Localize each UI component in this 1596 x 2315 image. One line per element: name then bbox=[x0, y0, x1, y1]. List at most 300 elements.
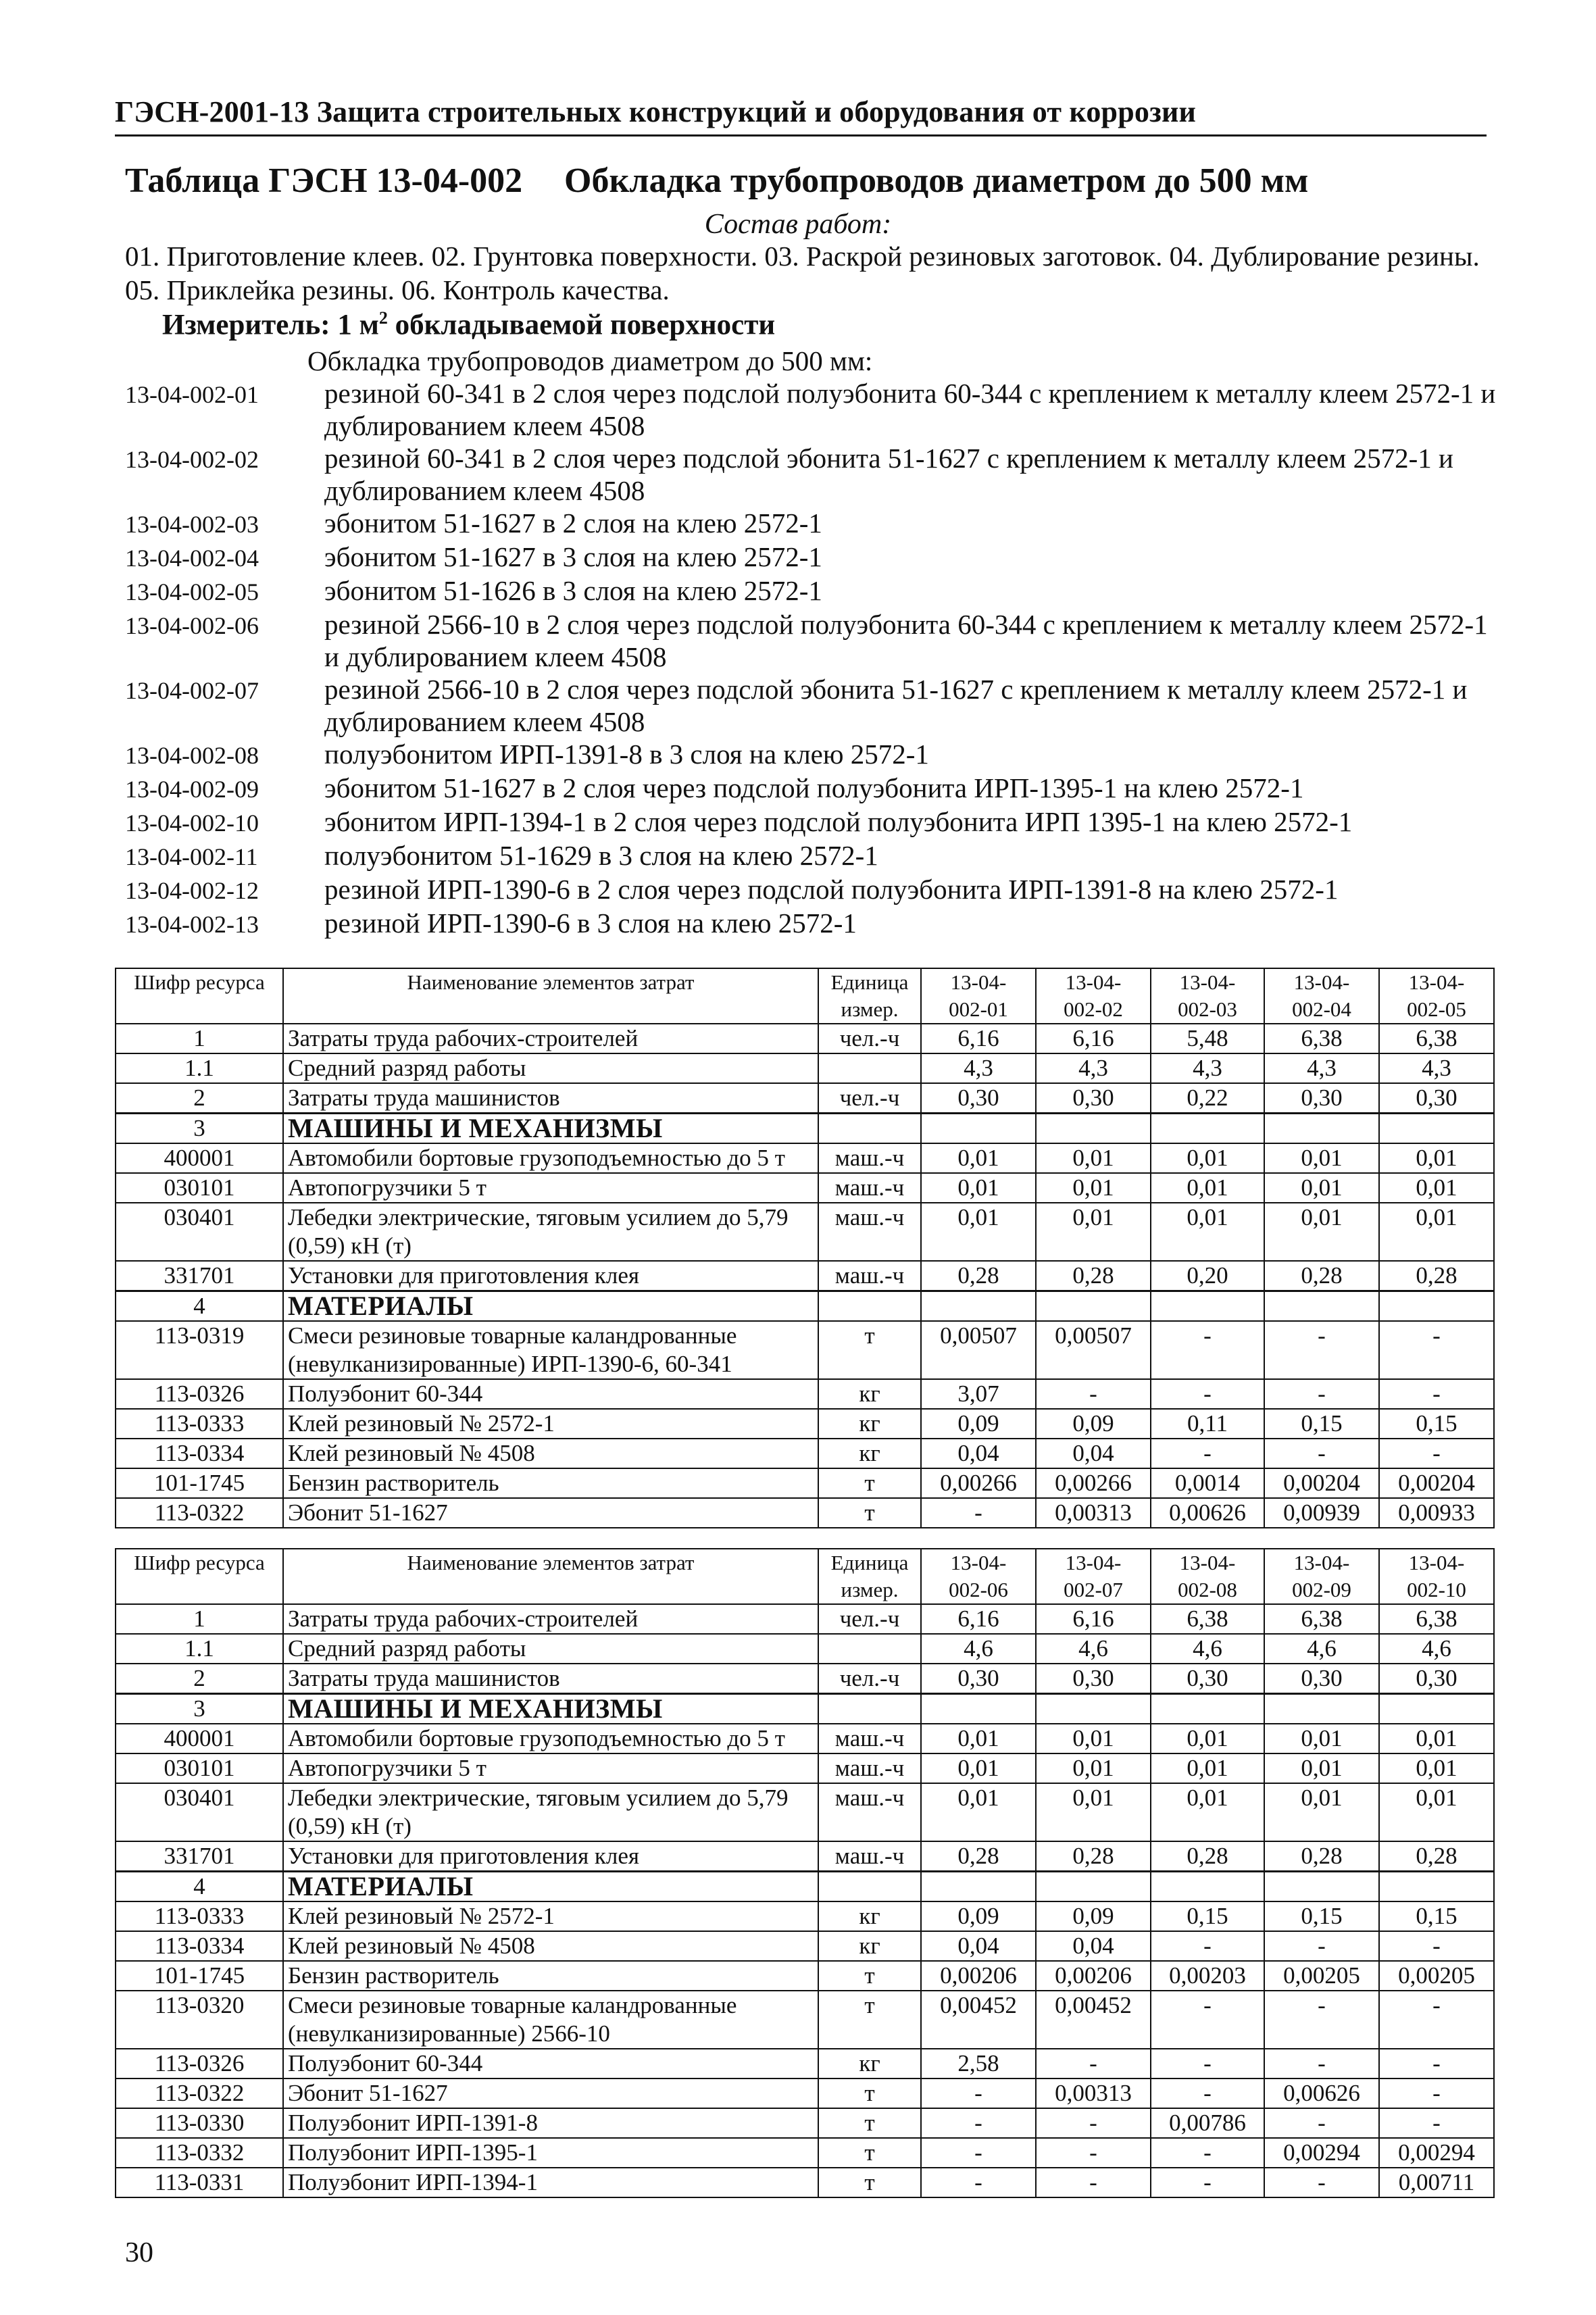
header-col-3: 13-04- 002-03 bbox=[1151, 968, 1264, 1024]
value-cell: - bbox=[1151, 1439, 1264, 1468]
value-cell bbox=[1264, 1114, 1379, 1144]
unit-cell: кг bbox=[818, 1379, 921, 1409]
value-cell bbox=[1151, 1114, 1264, 1144]
table-row bbox=[116, 1991, 1494, 2049]
code-id: 13-04-002-13 bbox=[125, 911, 259, 938]
value-cell: 0,30 bbox=[1264, 1083, 1379, 1114]
value-cell: 0,00266 bbox=[1036, 1468, 1151, 1498]
cost-element-name: МАТЕРИАЛЫ bbox=[283, 1291, 818, 1322]
cost-element-name: Эбонит 51-1627 bbox=[283, 2078, 818, 2108]
resource-table-1 bbox=[115, 968, 1495, 1528]
value-cell: 0,30 bbox=[1379, 1664, 1494, 1694]
table-row bbox=[116, 1961, 1494, 1991]
unit-cell: т bbox=[818, 2168, 921, 2197]
unit-cell: чел.-ч bbox=[818, 1024, 921, 1053]
table-row bbox=[116, 2138, 1494, 2168]
code-entry bbox=[125, 442, 1497, 507]
value-cell: - bbox=[1151, 1931, 1264, 1961]
resource-code: 113-0326 bbox=[116, 2049, 283, 2078]
unit-cell bbox=[818, 1053, 921, 1083]
resource-table-2 bbox=[115, 1548, 1495, 2198]
table-row bbox=[116, 2108, 1494, 2138]
value-cell: 0,00507 bbox=[921, 1321, 1036, 1379]
resource-code: 113-0332 bbox=[116, 2138, 283, 2168]
value-cell: 0,00206 bbox=[1036, 1961, 1151, 1991]
resource-code: 331701 bbox=[116, 1261, 283, 1291]
code-description: полуэбонитом ИРП-1391-8 в 3 слоя на клею 2572-1 bbox=[324, 739, 929, 770]
unit-cell: т bbox=[818, 1468, 921, 1498]
table-row bbox=[116, 1901, 1494, 1931]
cost-element-name: Автопогрузчики 5 т bbox=[283, 1753, 818, 1783]
table-name: Обкладка трубопроводов диаметром до 500 мм bbox=[564, 161, 1309, 200]
value-cell: 0,00203 bbox=[1151, 1961, 1264, 1991]
value-cell: 0,00939 bbox=[1264, 1498, 1379, 1528]
table-header-row bbox=[116, 1549, 1494, 1604]
value-cell: 0,01 bbox=[921, 1173, 1036, 1203]
cost-element-name: Полуэбонит ИРП-1391-8 bbox=[283, 2108, 818, 2138]
value-cell: 0,01 bbox=[921, 1203, 1036, 1261]
value-cell bbox=[1264, 1694, 1379, 1724]
table-header-row bbox=[116, 968, 1494, 1024]
cost-element-name: Клей резиновый № 2572-1 bbox=[283, 1901, 818, 1931]
code-entry bbox=[125, 772, 1497, 805]
code-id: 13-04-002-12 bbox=[125, 877, 259, 904]
unit-cell: т bbox=[818, 1991, 921, 2049]
section-row bbox=[116, 1872, 1494, 1902]
value-cell: 0,00452 bbox=[921, 1991, 1036, 2049]
table-row bbox=[116, 1173, 1494, 1203]
resource-code: 1 bbox=[116, 1604, 283, 1634]
value-cell: 0,00933 bbox=[1379, 1498, 1494, 1528]
cost-element-name: Клей резиновый № 4508 bbox=[283, 1931, 818, 1961]
code-description: резиной 60-341 в 2 слоя через подслой эбонита 51-1627 с креплением к металлу клеем 2572-1 и дублированием клеем 4508 bbox=[324, 443, 1453, 506]
resource-code: 030101 bbox=[116, 1173, 283, 1203]
code-description: эбонитом ИРП-1394-1 в 2 слоя через подслой полуэбонита ИРП 1395-1 на клею 2572-1 bbox=[324, 806, 1353, 837]
value-cell: 0,00313 bbox=[1036, 2078, 1151, 2108]
cost-element-name: Полуэбонит 60-344 bbox=[283, 2049, 818, 2078]
unit-cell: кг bbox=[818, 1901, 921, 1931]
value-cell: 6,38 bbox=[1264, 1024, 1379, 1053]
value-cell: 0,01 bbox=[1264, 1783, 1379, 1841]
header-name: Наименование элементов затрат bbox=[283, 968, 818, 1024]
unit-cell bbox=[818, 1114, 921, 1144]
value-cell: 0,01 bbox=[1036, 1753, 1151, 1783]
value-cell: 6,16 bbox=[921, 1604, 1036, 1634]
value-cell: 0,01 bbox=[1264, 1143, 1379, 1173]
cost-element-name: Затраты труда рабочих-строителей bbox=[283, 1024, 818, 1053]
value-cell: 0,01 bbox=[1151, 1724, 1264, 1753]
table-row bbox=[116, 1634, 1494, 1664]
header-col-4: 13-04- 002-04 bbox=[1264, 968, 1379, 1024]
codes-intro: Обкладка трубопроводов диаметром до 500 мм: bbox=[307, 345, 873, 376]
cost-element-name: Затраты труда машинистов bbox=[283, 1664, 818, 1694]
value-cell bbox=[1379, 1872, 1494, 1902]
value-cell: 0,28 bbox=[921, 1841, 1036, 1872]
code-description: полуэбонитом 51-1629 в 3 слоя на клею 2572-1 bbox=[324, 840, 878, 871]
value-cell bbox=[1151, 1291, 1264, 1322]
value-cell: 0,00786 bbox=[1151, 2108, 1264, 2138]
value-cell: 0,20 bbox=[1151, 1261, 1264, 1291]
unit-cell bbox=[818, 1634, 921, 1664]
value-cell: 0,28 bbox=[921, 1261, 1036, 1291]
value-cell: 0,09 bbox=[1036, 1901, 1151, 1931]
measure-suffix: обкладываемой поверхности bbox=[387, 309, 776, 341]
value-cell bbox=[921, 1694, 1036, 1724]
value-cell: 0,01 bbox=[921, 1724, 1036, 1753]
value-cell bbox=[1036, 1872, 1151, 1902]
cost-element-name: Бензин растворитель bbox=[283, 1961, 818, 1991]
resource-code: 113-0320 bbox=[116, 1991, 283, 2049]
value-cell: - bbox=[1264, 1379, 1379, 1409]
unit-cell: чел.-ч bbox=[818, 1083, 921, 1114]
cost-element-name: Установки для приготовления клея bbox=[283, 1841, 818, 1872]
running-header: ГЭСН-2001-13 Защита строительных конструкций и оборудования от коррозии bbox=[115, 95, 1487, 136]
value-cell: 6,38 bbox=[1151, 1604, 1264, 1634]
value-cell: 0,00452 bbox=[1036, 1991, 1151, 2049]
value-cell: 0,30 bbox=[921, 1664, 1036, 1694]
value-cell: 4,6 bbox=[921, 1634, 1036, 1664]
unit-cell: маш.-ч bbox=[818, 1143, 921, 1173]
page-number: 30 bbox=[125, 2237, 153, 2268]
value-cell: 0,28 bbox=[1379, 1261, 1494, 1291]
code-entry bbox=[125, 805, 1497, 839]
value-cell: 0,01 bbox=[1379, 1143, 1494, 1173]
resource-code: 113-0334 bbox=[116, 1439, 283, 1468]
measure-prefix: Измеритель: 1 м bbox=[162, 309, 379, 341]
value-cell: 0,09 bbox=[1036, 1409, 1151, 1439]
value-cell: 0,15 bbox=[1151, 1901, 1264, 1931]
value-cell: 0,01 bbox=[1264, 1724, 1379, 1753]
cost-element-name: Бензин растворитель bbox=[283, 1468, 818, 1498]
cost-element-name: Лебедки электрические, тяговым усилием до 5,79 (0,59) кН (т) bbox=[283, 1783, 818, 1841]
cost-element-name: МАШИНЫ И МЕХАНИЗМЫ bbox=[283, 1114, 818, 1144]
cost-element-name: Клей резиновый № 2572-1 bbox=[283, 1409, 818, 1439]
value-cell: 0,28 bbox=[1264, 1841, 1379, 1872]
unit-cell: маш.-ч bbox=[818, 1173, 921, 1203]
code-description: эбонитом 51-1627 в 2 слоя через подслой полуэбонита ИРП-1395-1 на клею 2572-1 bbox=[324, 772, 1304, 803]
header-col-4: 13-04- 002-09 bbox=[1264, 1549, 1379, 1604]
section-row bbox=[116, 1694, 1494, 1724]
value-cell: 0,01 bbox=[1151, 1203, 1264, 1261]
unit-cell bbox=[818, 1872, 921, 1902]
value-cell: 0,01 bbox=[1036, 1173, 1151, 1203]
table-row bbox=[116, 1724, 1494, 1753]
resource-code: 113-0322 bbox=[116, 2078, 283, 2108]
code-description: резиной ИРП-1390-6 в 3 слоя на клею 2572-1 bbox=[324, 907, 857, 939]
cost-element-name: Клей резиновый № 4508 bbox=[283, 1439, 818, 1468]
table-row bbox=[116, 1498, 1494, 1528]
cost-element-name: МАШИНЫ И МЕХАНИЗМЫ bbox=[283, 1694, 818, 1724]
value-cell bbox=[1379, 1114, 1494, 1144]
value-cell: 0,01 bbox=[1379, 1724, 1494, 1753]
cost-element-name: Автопогрузчики 5 т bbox=[283, 1173, 818, 1203]
unit-cell: кг bbox=[818, 1409, 921, 1439]
header-col-2: 13-04- 002-07 bbox=[1036, 1549, 1151, 1604]
value-cell: - bbox=[1379, 2108, 1494, 2138]
code-description: эбонитом 51-1627 в 2 слоя на клею 2572-1 bbox=[324, 507, 822, 539]
unit-cell: чел.-ч bbox=[818, 1664, 921, 1694]
value-cell: 0,00313 bbox=[1036, 1498, 1151, 1528]
table-row bbox=[116, 1409, 1494, 1439]
unit-cell: т bbox=[818, 1498, 921, 1528]
value-cell: 4,6 bbox=[1264, 1634, 1379, 1664]
value-cell bbox=[1036, 1694, 1151, 1724]
value-cell: 6,16 bbox=[1036, 1024, 1151, 1053]
code-entry bbox=[125, 673, 1497, 738]
value-cell: - bbox=[1264, 2168, 1379, 2197]
value-cell: 0,28 bbox=[1151, 1841, 1264, 1872]
cost-element-name: Автомобили бортовые грузоподъемностью до 5 т bbox=[283, 1143, 818, 1173]
value-cell: 3,07 bbox=[921, 1379, 1036, 1409]
code-id: 13-04-002-08 bbox=[125, 742, 259, 769]
code-entry bbox=[125, 839, 1497, 873]
value-cell bbox=[1264, 1872, 1379, 1902]
value-cell: 0,00294 bbox=[1264, 2138, 1379, 2168]
value-cell: - bbox=[1379, 1379, 1494, 1409]
value-cell: 6,16 bbox=[921, 1024, 1036, 1053]
measure-sup: 2 bbox=[378, 308, 388, 328]
value-cell: 0,01 bbox=[1036, 1143, 1151, 1173]
resource-code: 331701 bbox=[116, 1841, 283, 1872]
header-unit: Единица измер. bbox=[818, 968, 921, 1024]
code-id: 13-04-002-05 bbox=[125, 578, 259, 605]
unit-cell: кг bbox=[818, 1439, 921, 1468]
value-cell: - bbox=[921, 1498, 1036, 1528]
resource-code: 113-0319 bbox=[116, 1321, 283, 1379]
unit-cell: маш.-ч bbox=[818, 1261, 921, 1291]
code-description: эбонитом 51-1626 в 3 слоя на клею 2572-1 bbox=[324, 575, 822, 606]
resource-code: 1 bbox=[116, 1024, 283, 1053]
value-cell: 0,00206 bbox=[921, 1961, 1036, 1991]
code-id: 13-04-002-03 bbox=[125, 511, 259, 538]
header-resource: Шифр ресурса bbox=[116, 968, 283, 1024]
value-cell: 0,01 bbox=[1036, 1724, 1151, 1753]
header-resource: Шифр ресурса bbox=[116, 1549, 283, 1604]
code-entry bbox=[125, 574, 1497, 608]
value-cell: 0,04 bbox=[921, 1931, 1036, 1961]
resource-code: 030401 bbox=[116, 1203, 283, 1261]
value-cell: 4,6 bbox=[1036, 1634, 1151, 1664]
table-title bbox=[125, 161, 1476, 201]
table-row bbox=[116, 1753, 1494, 1783]
value-cell: 0,15 bbox=[1379, 1409, 1494, 1439]
table-row bbox=[116, 2078, 1494, 2108]
code-entry bbox=[125, 873, 1497, 907]
value-cell bbox=[921, 1872, 1036, 1902]
value-cell bbox=[921, 1114, 1036, 1144]
code-id: 13-04-002-02 bbox=[125, 446, 259, 473]
unit-cell: чел.-ч bbox=[818, 1604, 921, 1634]
value-cell: 0,01 bbox=[921, 1753, 1036, 1783]
value-cell: 4,6 bbox=[1379, 1634, 1494, 1664]
value-cell bbox=[1379, 1291, 1494, 1322]
value-cell: 0,00205 bbox=[1264, 1961, 1379, 1991]
value-cell: - bbox=[921, 2078, 1036, 2108]
resource-code: 101-1745 bbox=[116, 1468, 283, 1498]
table-row bbox=[116, 1931, 1494, 1961]
cost-element-name: Полуэбонит ИРП-1395-1 bbox=[283, 2138, 818, 2168]
value-cell: 0,30 bbox=[1036, 1664, 1151, 1694]
value-cell: 0,30 bbox=[1151, 1664, 1264, 1694]
value-cell: 4,3 bbox=[1151, 1053, 1264, 1083]
value-cell: 0,0014 bbox=[1151, 1468, 1264, 1498]
table-row bbox=[116, 1024, 1494, 1053]
code-description: резиной 2566-10 в 2 слоя через подслой полуэбонита 60-344 с креплением к металлу клеем 2572-1 и дублированием клеем 4508 bbox=[324, 609, 1488, 672]
table-row bbox=[116, 1203, 1494, 1261]
section-row bbox=[116, 1114, 1494, 1144]
composition-text: 01. Приготовление клеев. 02. Грунтовка поверхности. 03. Раскрой резиновых заготовок. 04. Дублирование резины. 05. Приклейка резины. 06. Контроль качества. bbox=[125, 241, 1480, 305]
value-cell: 0,09 bbox=[921, 1901, 1036, 1931]
cost-element-name: Полуэбонит ИРП-1394-1 bbox=[283, 2168, 818, 2197]
value-cell: - bbox=[1264, 1321, 1379, 1379]
unit-cell: маш.-ч bbox=[818, 1841, 921, 1872]
header-col-5: 13-04- 002-10 bbox=[1379, 1549, 1494, 1604]
table-row bbox=[116, 1321, 1494, 1379]
code-id: 13-04-002-04 bbox=[125, 545, 259, 572]
value-cell bbox=[1264, 1291, 1379, 1322]
value-cell: 0,01 bbox=[1264, 1203, 1379, 1261]
cost-element-name: Смеси резиновые товарные каландрованные (невулканизированные) 2566-10 bbox=[283, 1991, 818, 2049]
resource-code: 113-0330 bbox=[116, 2108, 283, 2138]
value-cell: 6,16 bbox=[1036, 1604, 1151, 1634]
value-cell: 0,01 bbox=[1379, 1783, 1494, 1841]
value-cell: - bbox=[1036, 2049, 1151, 2078]
value-cell: 0,00626 bbox=[1264, 2078, 1379, 2108]
table-row bbox=[116, 1053, 1494, 1083]
code-entry bbox=[125, 541, 1497, 574]
value-cell: - bbox=[1379, 1321, 1494, 1379]
value-cell: 0,00205 bbox=[1379, 1961, 1494, 1991]
table-row bbox=[116, 1841, 1494, 1872]
unit-cell: кг bbox=[818, 1931, 921, 1961]
value-cell: 4,3 bbox=[1264, 1053, 1379, 1083]
value-cell: - bbox=[1151, 2138, 1264, 2168]
code-entry bbox=[125, 377, 1497, 442]
value-cell: - bbox=[1036, 2168, 1151, 2197]
value-cell: 0,30 bbox=[1264, 1664, 1379, 1694]
value-cell bbox=[1151, 1694, 1264, 1724]
value-cell: - bbox=[921, 2108, 1036, 2138]
resource-code: 113-0333 bbox=[116, 1409, 283, 1439]
value-cell: - bbox=[1264, 1931, 1379, 1961]
value-cell: - bbox=[1379, 1991, 1494, 2049]
resource-code: 113-0334 bbox=[116, 1931, 283, 1961]
resource-code: 2 bbox=[116, 1083, 283, 1114]
value-cell: - bbox=[1036, 1379, 1151, 1409]
cost-element-name: Полуэбонит 60-344 bbox=[283, 1379, 818, 1409]
resource-code: 2 bbox=[116, 1664, 283, 1694]
header-col-1: 13-04- 002-06 bbox=[921, 1549, 1036, 1604]
value-cell: - bbox=[1151, 1321, 1264, 1379]
resource-code: 030401 bbox=[116, 1783, 283, 1841]
resource-code: 3 bbox=[116, 1694, 283, 1724]
value-cell: - bbox=[1151, 2078, 1264, 2108]
resource-code: 4 bbox=[116, 1291, 283, 1322]
table-row bbox=[116, 1783, 1494, 1841]
resource-code: 400001 bbox=[116, 1143, 283, 1173]
value-cell: - bbox=[1036, 2138, 1151, 2168]
unit-cell bbox=[818, 1291, 921, 1322]
value-cell: 0,01 bbox=[1379, 1753, 1494, 1783]
resource-code: 113-0322 bbox=[116, 1498, 283, 1528]
value-cell: 0,00266 bbox=[921, 1468, 1036, 1498]
value-cell: 0,30 bbox=[1036, 1083, 1151, 1114]
table-row bbox=[116, 1468, 1494, 1498]
value-cell: 0,11 bbox=[1151, 1409, 1264, 1439]
value-cell: 0,01 bbox=[1036, 1783, 1151, 1841]
value-cell: - bbox=[1379, 1439, 1494, 1468]
unit-cell: маш.-ч bbox=[818, 1203, 921, 1261]
value-cell: 4,6 bbox=[1151, 1634, 1264, 1664]
value-cell: - bbox=[1151, 1379, 1264, 1409]
unit-cell: кг bbox=[818, 2049, 921, 2078]
table-row bbox=[116, 1664, 1494, 1694]
table-row bbox=[116, 1143, 1494, 1173]
value-cell: 0,15 bbox=[1264, 1409, 1379, 1439]
value-cell: 0,01 bbox=[1264, 1173, 1379, 1203]
value-cell: 0,00626 bbox=[1151, 1498, 1264, 1528]
value-cell: - bbox=[1036, 2108, 1151, 2138]
header-name: Наименование элементов затрат bbox=[283, 1549, 818, 1604]
value-cell: - bbox=[1151, 1991, 1264, 2049]
unit-cell: маш.-ч bbox=[818, 1783, 921, 1841]
value-cell: 0,28 bbox=[1036, 1261, 1151, 1291]
value-cell: 0,01 bbox=[1379, 1173, 1494, 1203]
value-cell: - bbox=[1264, 1991, 1379, 2049]
cost-element-name: Установки для приготовления клея bbox=[283, 1261, 818, 1291]
header-col-2: 13-04- 002-02 bbox=[1036, 968, 1151, 1024]
table-row bbox=[116, 2049, 1494, 2078]
cost-element-name: Затраты труда машинистов bbox=[283, 1083, 818, 1114]
cost-element-name: Затраты труда рабочих-строителей bbox=[283, 1604, 818, 1634]
value-cell bbox=[1379, 1694, 1494, 1724]
value-cell bbox=[1036, 1291, 1151, 1322]
resource-code: 113-0326 bbox=[116, 1379, 283, 1409]
value-cell: 0,00711 bbox=[1379, 2168, 1494, 2197]
unit-cell: т bbox=[818, 1961, 921, 1991]
value-cell: - bbox=[1151, 2049, 1264, 2078]
value-cell: 0,01 bbox=[1151, 1783, 1264, 1841]
resource-code: 1.1 bbox=[116, 1634, 283, 1664]
value-cell: 0,01 bbox=[1151, 1753, 1264, 1783]
code-id: 13-04-002-01 bbox=[125, 381, 259, 408]
value-cell: - bbox=[921, 2168, 1036, 2197]
cost-element-name: МАТЕРИАЛЫ bbox=[283, 1872, 818, 1902]
value-cell: 4,3 bbox=[1379, 1053, 1494, 1083]
header-col-5: 13-04- 002-05 bbox=[1379, 968, 1494, 1024]
unit-cell: т bbox=[818, 1321, 921, 1379]
code-id: 13-04-002-10 bbox=[125, 810, 259, 837]
value-cell: 0,28 bbox=[1264, 1261, 1379, 1291]
unit-cell: т bbox=[818, 2138, 921, 2168]
value-cell: 0,28 bbox=[1379, 1841, 1494, 1872]
unit-cell: т bbox=[818, 2108, 921, 2138]
resource-code: 113-0331 bbox=[116, 2168, 283, 2197]
code-entry bbox=[125, 507, 1497, 541]
value-cell: 0,01 bbox=[1151, 1173, 1264, 1203]
value-cell: - bbox=[1379, 2049, 1494, 2078]
value-cell: 0,01 bbox=[1036, 1203, 1151, 1261]
value-cell: 0,09 bbox=[921, 1409, 1036, 1439]
value-cell: 5,48 bbox=[1151, 1024, 1264, 1053]
value-cell: 0,30 bbox=[1379, 1083, 1494, 1114]
resource-code: 101-1745 bbox=[116, 1961, 283, 1991]
resource-code: 1.1 bbox=[116, 1053, 283, 1083]
value-cell bbox=[921, 1291, 1036, 1322]
code-entry bbox=[125, 907, 1497, 941]
value-cell: 6,38 bbox=[1264, 1604, 1379, 1634]
unit-cell bbox=[818, 1694, 921, 1724]
